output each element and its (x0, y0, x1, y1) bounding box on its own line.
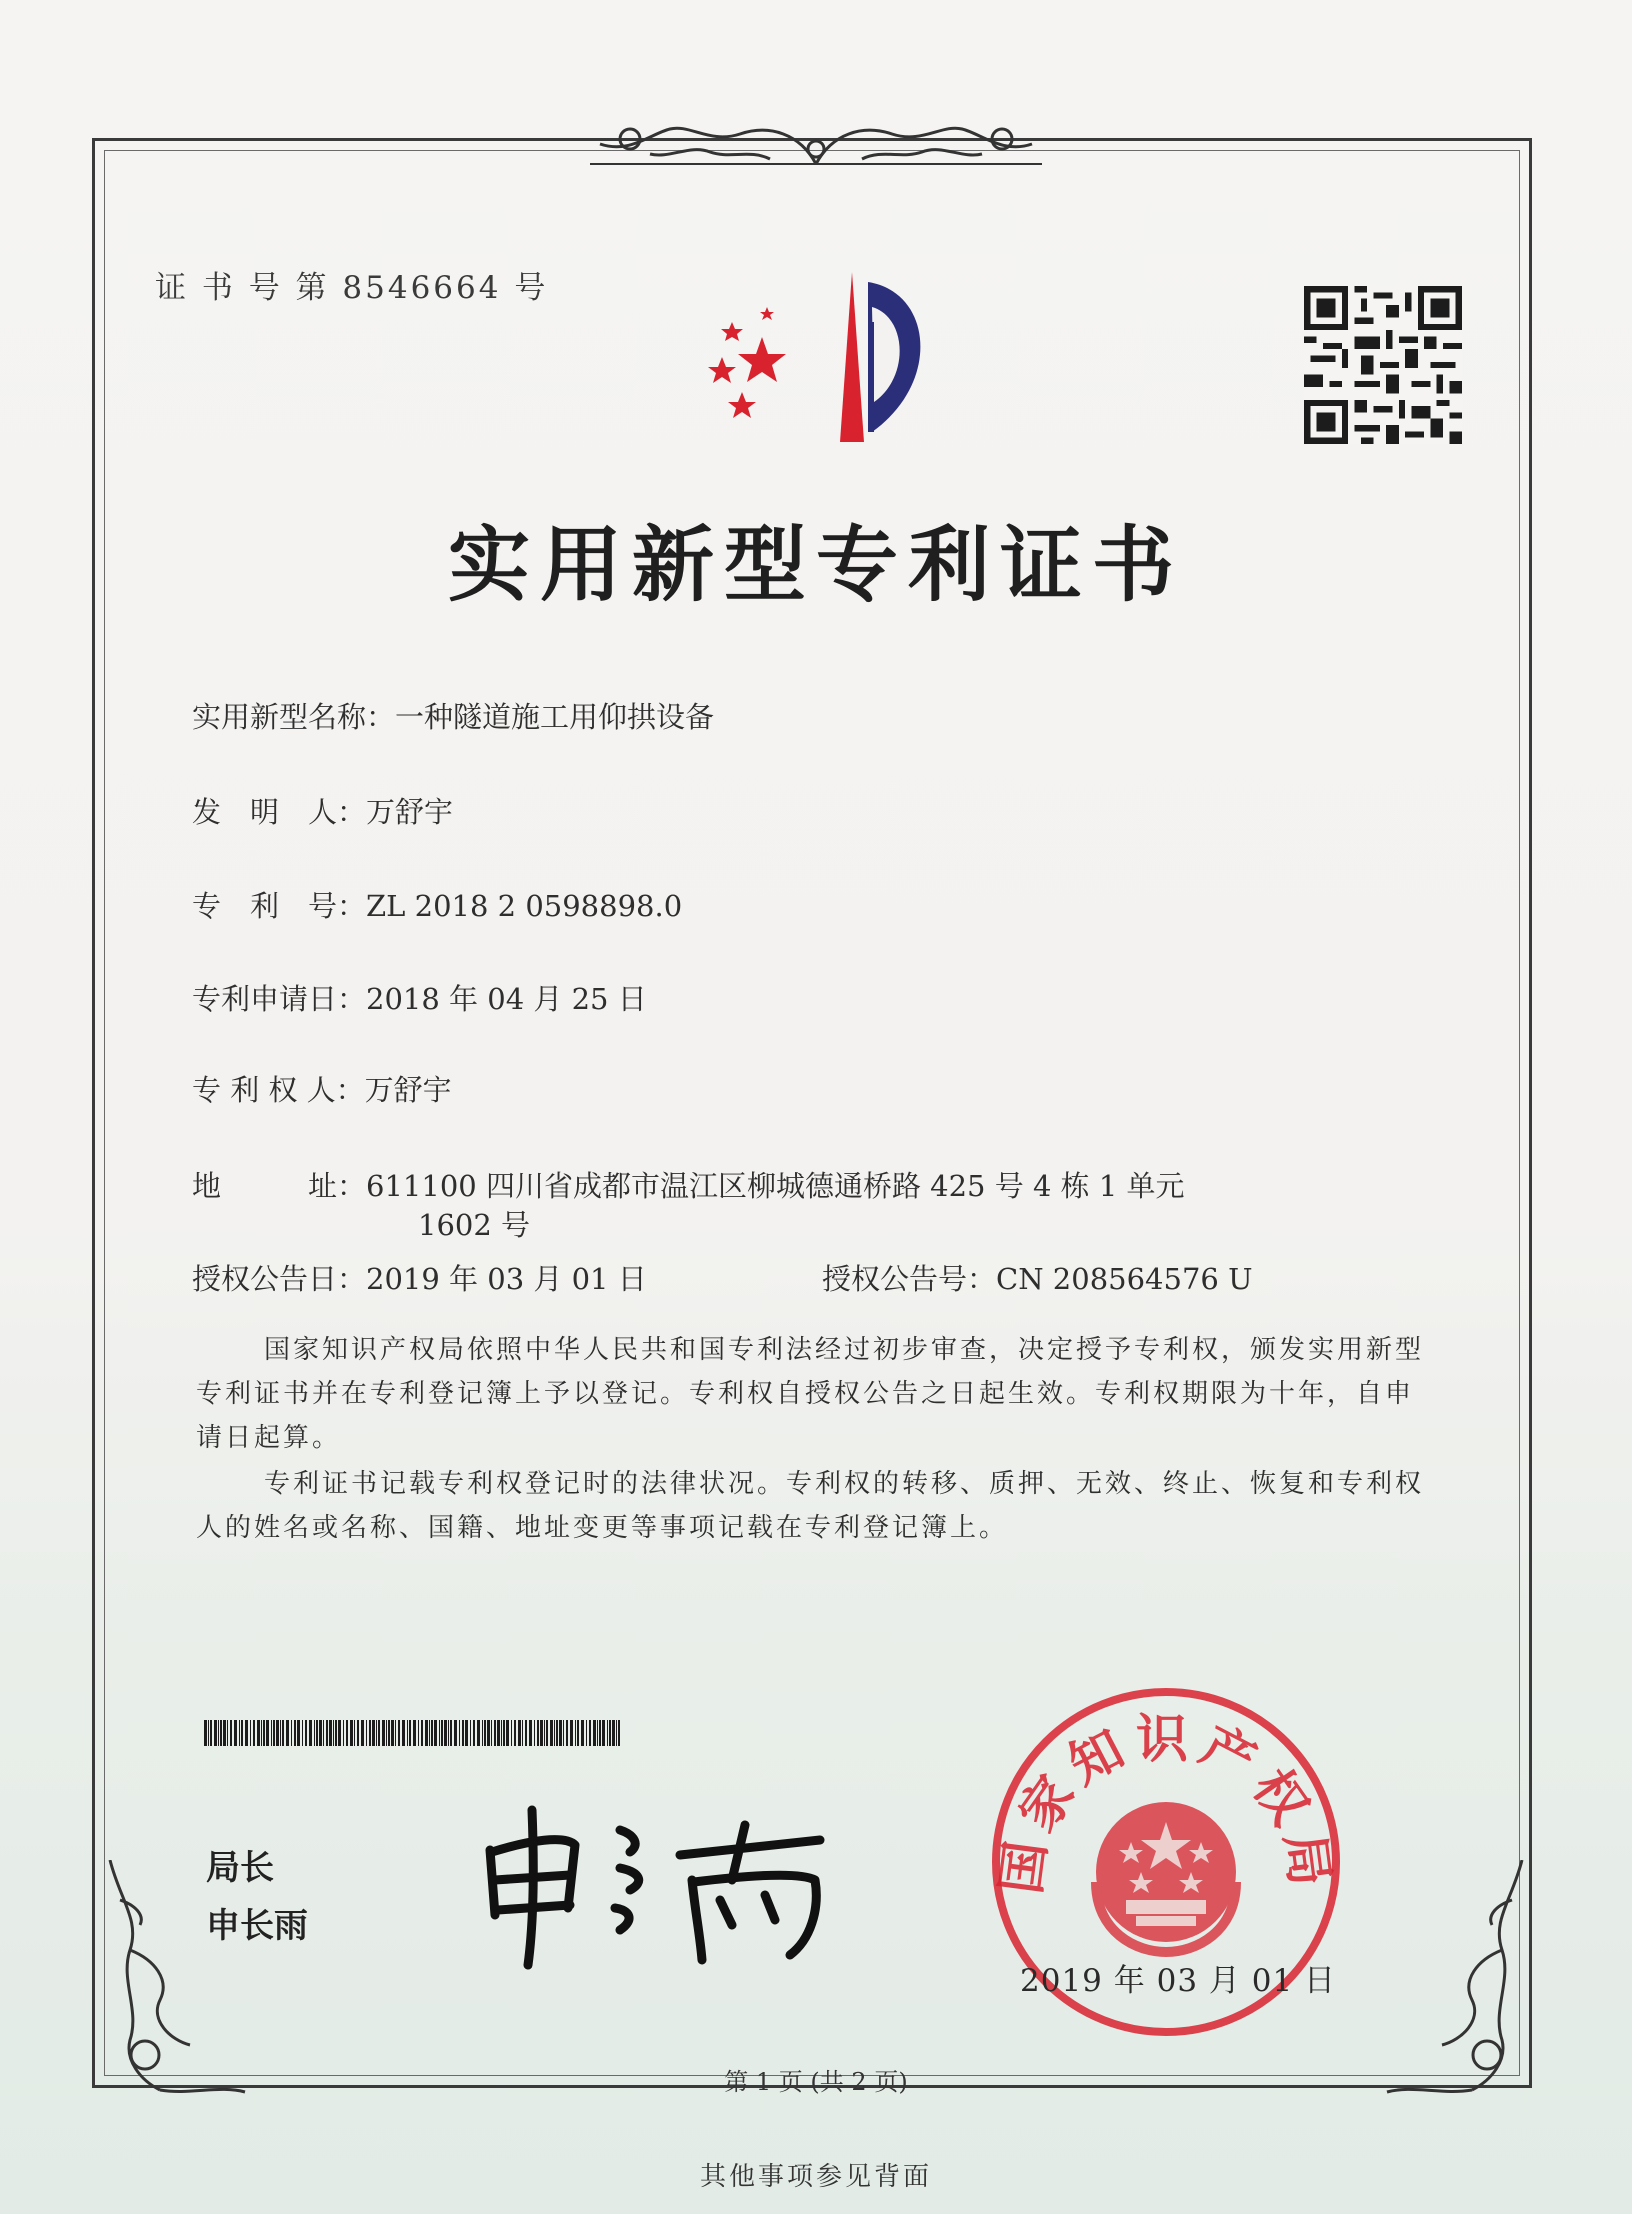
director-name: 申长雨 (206, 1906, 308, 1946)
certificate-number: 证 书 号 第 8546664 号 (155, 270, 549, 306)
application-date-row (192, 977, 647, 1018)
utility-model-name-value: 一种隧道施工用仰拱设备 (395, 700, 715, 734)
footer-note: 其他事项参见背面 (699, 2162, 932, 2192)
qr-code-icon (1300, 286, 1466, 444)
director-title: 局长 (206, 1848, 274, 1888)
address-value-line2: 1602 号 (418, 1208, 531, 1242)
seal-date: 2019 年 03 月 01 日 (1020, 1963, 1337, 1999)
address-label: 地 址： (192, 1169, 367, 1203)
patentee-value: 万舒宇 (364, 1073, 452, 1107)
grant-number-value: CN 208564576 U (996, 1262, 1253, 1296)
grant-number-row (822, 1257, 1253, 1298)
barcode-icon (204, 1720, 624, 1746)
top-ornament-icon (570, 104, 1062, 184)
address-value-line1: 611100 四川省成都市温江区柳城德通桥路 425 号 4 栋 1 单元 (366, 1169, 1185, 1203)
inventor-value: 万舒宇 (366, 795, 454, 829)
page-number: 第 1 页 (共 2 页) (724, 2068, 908, 2096)
patent-number-label: 专 利 号： (192, 889, 367, 923)
grant-date-row (192, 1257, 647, 1298)
patent-number-value: ZL 2018 2 0598898.0 (366, 889, 683, 923)
director-signature-icon (470, 1790, 840, 1970)
patentee-row (192, 1068, 452, 1109)
address-row (192, 1164, 1185, 1205)
grant-statement-paragraph: 国家知识产权局依照中华人民共和国专利法经过初步审查，决定授予专利权，颁发实用新型专利证书并在专利登记簿上予以登记。专利权自授权公告之日起生效。专利权期限为十年，自申请日起算。 (196, 1335, 1425, 1453)
grant-date-label: 授权公告日： (192, 1262, 367, 1296)
application-date-label: 专利申请日： (192, 982, 367, 1016)
legal-status-paragraph: 专利证书记载专利权登记时的法律状况。专利权的转移、质押、无效、终止、恢复和专利权人的姓名或名称、国籍、地址变更等事项记载在专利登记簿上。 (196, 1469, 1425, 1543)
cnipa-logo-icon (692, 262, 942, 442)
seal-text: 国家知识产权局 (991, 1710, 1341, 1898)
application-date-value: 2018 年 04 月 25 日 (366, 982, 647, 1016)
grant-date-value: 2019 年 03 月 01 日 (366, 1262, 647, 1296)
patentee-label: 专 利 权 人： (192, 1073, 365, 1107)
inventor-row (192, 790, 453, 831)
grant-number-label: 授权公告号： (822, 1262, 997, 1296)
utility-model-name-label: 实用新型名称： (192, 700, 396, 734)
patent-number-row (192, 884, 682, 925)
inventor-label: 发 明 人： (192, 795, 367, 829)
utility-model-name-row (192, 695, 714, 736)
certificate-title: 实用新型专利证书 (447, 518, 1184, 613)
